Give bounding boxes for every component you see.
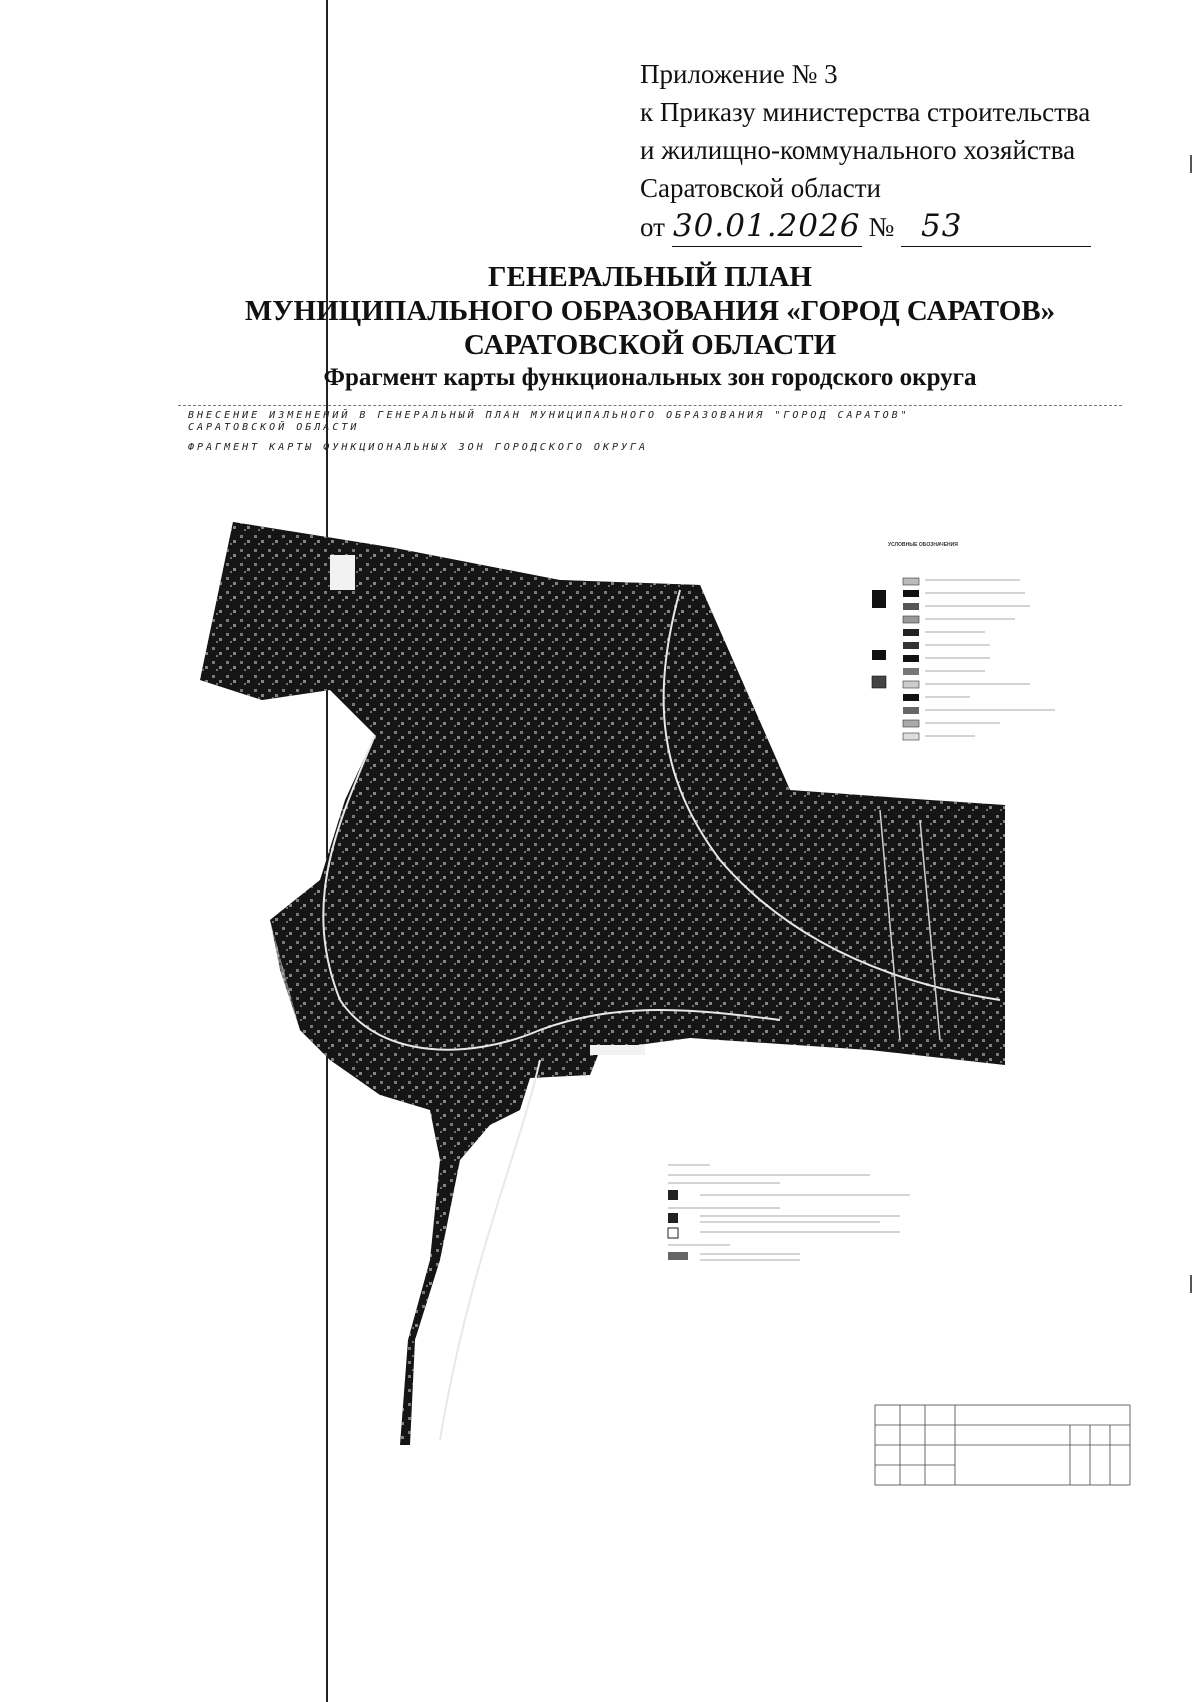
appendix-number: Приложение № 3 [640, 59, 838, 89]
number-label: № [868, 212, 895, 242]
appendix-region: Саратовской области [640, 173, 881, 203]
map-legend [872, 542, 1055, 740]
title-line-1: ГЕНЕРАЛЬНЫЙ ПЛАН [488, 261, 812, 293]
title-line-2: МУНИЦИПАЛЬНОГО ОБРАЗОВАНИЯ «ГОРОД САРАТОВ» [244, 295, 1056, 327]
map-legend-objects [668, 1165, 910, 1260]
handwritten-date: 30.01.2026 [672, 208, 861, 244]
handwritten-number: 53 [920, 208, 963, 244]
map-white-block [330, 555, 355, 590]
sheet-header-line-2: САРАТОВСКОЙ ОБЛАСТИ [188, 422, 360, 433]
document-subtitle: Фрагмент карты функциональных зон городского округа [323, 364, 977, 391]
legend-title: УСЛОВНЫЕ ОБОЗНАЧЕНИЯ [888, 542, 958, 548]
title-line-3: САРАТОВСКОЙ ОБЛАСТИ [463, 329, 837, 361]
map-white-block [590, 1045, 645, 1055]
sheet-header-line-1: ВНЕСЕНИЕ ИЗМЕНЕНИЙ В ГЕНЕРАЛЬНЫЙ ПЛАН МУНИЦИПАЛЬНОГО ОБРАЗОВАНИЯ "ГОРОД САРАТОВ" [188, 410, 910, 421]
from-label: от [640, 212, 665, 242]
sheet-header-line-3: ФРАГМЕНТ КАРТЫ ФУНКЦИОНАЛЬНЫХ ЗОН ГОРОДСКОГО ОКРУГА [188, 442, 649, 453]
map-city-texture [200, 522, 1005, 1445]
map-title-block [875, 1405, 1130, 1485]
appendix-ministry: и жилищно-коммунального хозяйства [640, 135, 1076, 165]
appendix-order-ref: к Приказу министерства строительства [640, 97, 1091, 127]
